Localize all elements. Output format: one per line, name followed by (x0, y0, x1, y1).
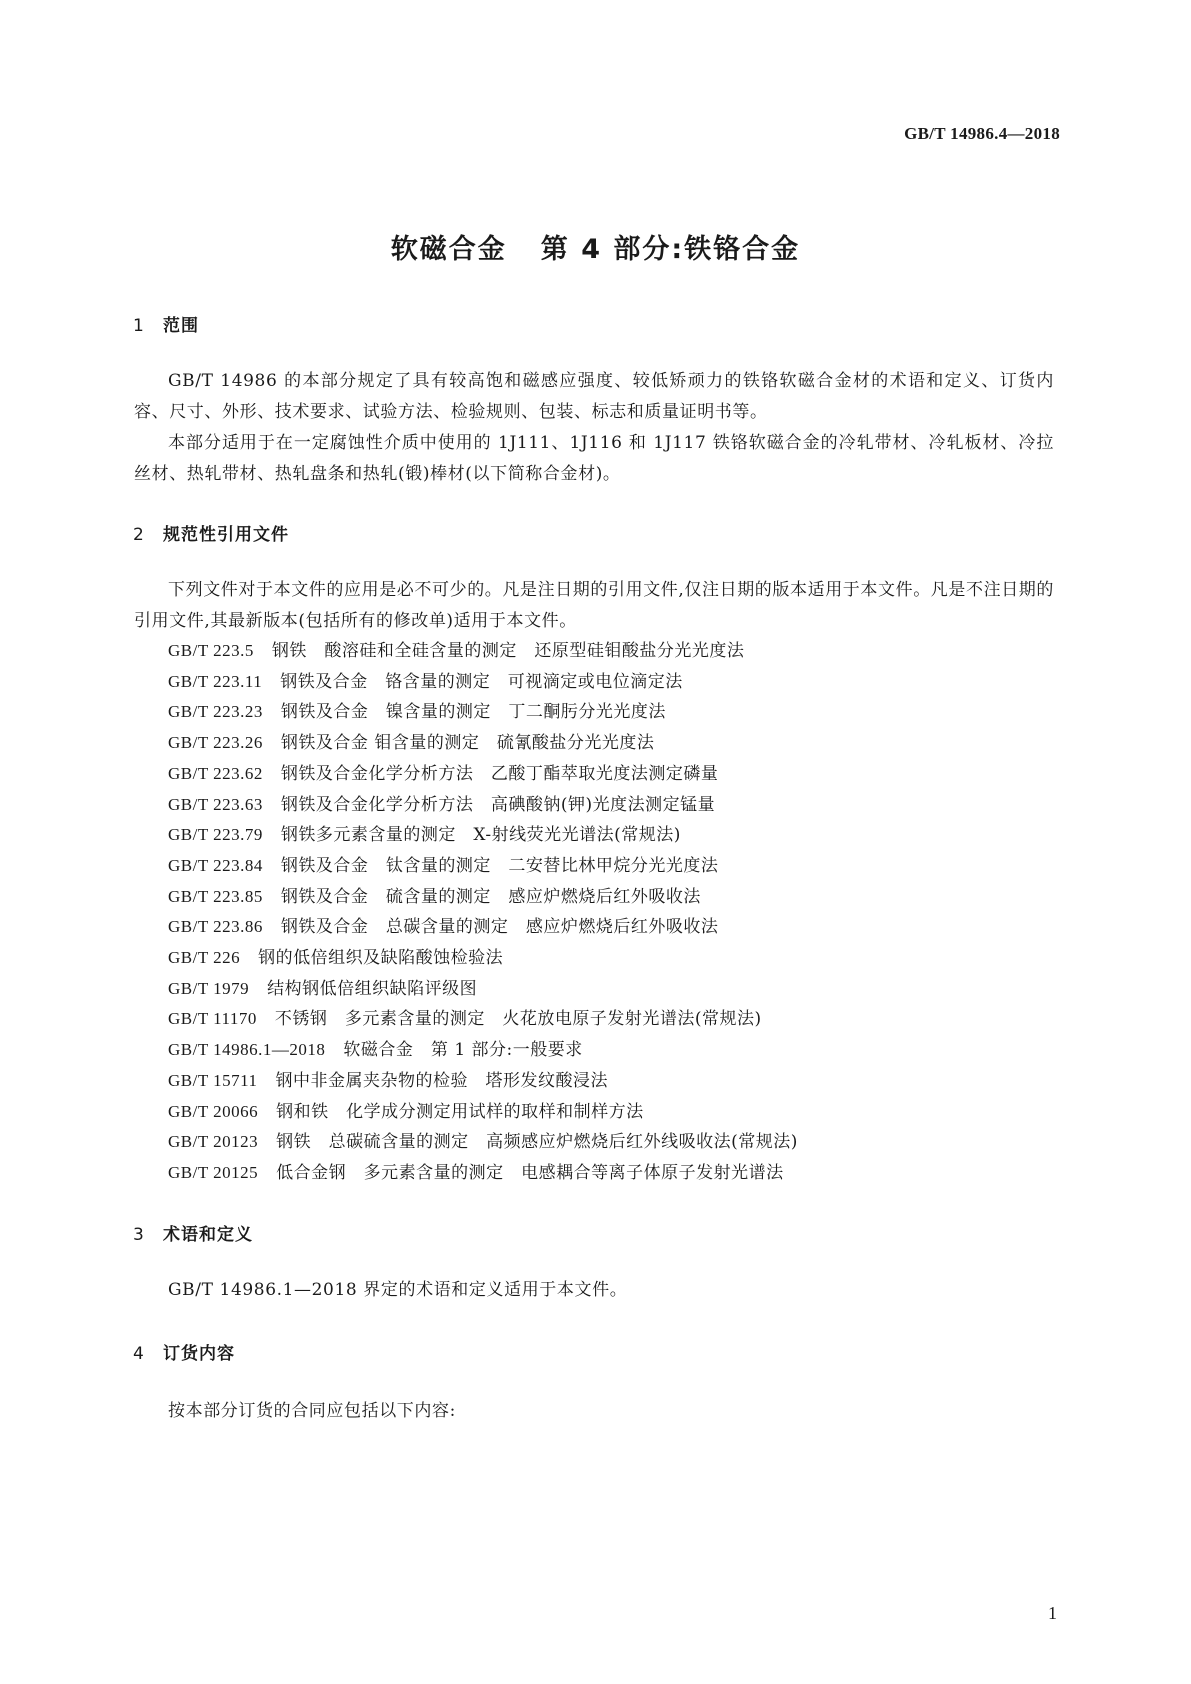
reference-code: GB/T 223.84 (168, 855, 263, 875)
reference-code: GB/T 223.63 (168, 794, 263, 814)
reference-title: 钢和铁 化学成分测定用试样的取样和制样方法 (276, 1101, 644, 1122)
reference-title: 结构钢低倍组织缺陷评级图 (267, 978, 478, 999)
reference-item (168, 790, 798, 821)
reference-title: 钢铁及合金 铬含量的测定 可视滴定或电位滴定法 (280, 671, 683, 692)
reference-item (168, 1127, 798, 1158)
section-number: 2 (133, 525, 145, 545)
reference-code: GB/T 223.23 (168, 702, 263, 722)
reference-code: GB/T 20125 (168, 1162, 259, 1182)
section-4-heading (133, 1339, 235, 1364)
reference-title: 钢铁及合金 总碳含量的测定 感应炉燃烧后红外吸收法 (280, 917, 719, 938)
reference-item (168, 882, 798, 913)
reference-title: 钢铁及合金 硫含量的测定 感应炉燃烧后红外吸收法 (280, 886, 701, 907)
reference-title: 钢铁多元素含量的测定 X-射线荧光光谱法(常规法) (280, 825, 681, 846)
reference-item (168, 728, 798, 759)
scope-paragraph-2: 本部分适用于在一定腐蚀性介质中使用的 1J111、1J116 和 1J117 铁铬软磁合金的冷轧带材、冷轧板材、冷拉丝材、热轧带材、热轧盘条和热轧(锻)棒材(以下简称合金材)。 (134, 433, 1054, 484)
reference-item (168, 1066, 798, 1097)
reference-item (168, 1158, 798, 1189)
section-title: 术语和定义 (163, 1225, 253, 1245)
section-1-heading (133, 311, 199, 336)
section-2-heading (133, 520, 289, 545)
section-3-heading (133, 1220, 253, 1245)
normative-intro: 下列文件对于本文件的应用是必不可少的。凡是注日期的引用文件,仅注日期的版本适用于本文件。凡是不注日期的引用文件,其最新版本(包括所有的修改单)适用于本文件。 (134, 580, 1055, 631)
reference-code: GB/T 223.26 (168, 733, 263, 753)
reference-title: 钢铁及合金 钛含量的测定 二安替比林甲烷分光光度法 (280, 855, 719, 876)
reference-code: GB/T 223.5 (168, 641, 254, 660)
reference-code: GB/T 1979 (168, 978, 250, 998)
reference-code: GB/T 223.86 (168, 917, 263, 937)
reference-code: GB/T 223.79 (168, 825, 263, 845)
reference-title: 钢铁及合金化学分析方法 乙酸丁酯萃取光度法测定磷量 (280, 763, 719, 784)
reference-item (168, 974, 798, 1005)
reference-code: GB/T 14986.1—2018 (168, 1040, 326, 1060)
reference-code: GB/T 223.11 (168, 671, 263, 691)
title-part1: 软磁合金 (390, 234, 507, 265)
reference-title: 钢的低倍组织及缺陷酸蚀检验法 (258, 948, 504, 969)
reference-title: 钢铁 总碳硫含量的测定 高频感应炉燃烧后红外线吸收法(常规法) (276, 1132, 798, 1153)
section-number: 4 (133, 1344, 145, 1364)
reference-code: GB/T 20123 (168, 1132, 259, 1152)
reference-item (168, 697, 798, 728)
reference-item (168, 1035, 798, 1066)
section-title: 范围 (163, 316, 199, 336)
reference-title: 钢铁及合金 钼含量的测定 硫氰酸盐分光光度法 (280, 733, 655, 754)
reference-item (168, 759, 798, 790)
ordering-paragraph: 按本部分订货的合同应包括以下内容: (168, 1401, 456, 1421)
reference-list (168, 636, 798, 1189)
section-title: 订货内容 (163, 1344, 235, 1364)
reference-item (168, 1097, 798, 1128)
reference-code: GB/T 11170 (168, 1009, 257, 1029)
terms-paragraph: GB/T 14986.1—2018 界定的术语和定义适用于本文件。 (168, 1280, 628, 1300)
reference-title: 低合金钢 多元素含量的测定 电感耦合等离子体原子发射光谱法 (276, 1162, 784, 1183)
reference-item (168, 667, 798, 698)
reference-title: 软磁合金 第 1 部分:一般要求 (343, 1040, 583, 1061)
reference-item (168, 636, 798, 667)
reference-code: GB/T 223.62 (168, 763, 263, 783)
page-number: 1 (1048, 1603, 1057, 1623)
section-title: 规范性引用文件 (163, 525, 289, 545)
reference-title: 钢中非金属夹杂物的检验 塔形发纹酸浸法 (275, 1070, 609, 1091)
reference-item (168, 1004, 798, 1035)
reference-item (168, 820, 798, 851)
reference-title: 钢铁及合金 镍含量的测定 丁二酮肟分光光度法 (280, 702, 666, 723)
document-title (0, 227, 1191, 266)
reference-item (168, 912, 798, 943)
reference-code: GB/T 223.85 (168, 886, 263, 906)
reference-title: 钢铁 酸溶硅和全硅含量的测定 还原型硅钼酸盐分光光度法 (271, 641, 745, 661)
reference-title: 不锈钢 多元素含量的测定 火花放电原子发射光谱法(常规法) (274, 1009, 762, 1030)
standard-code: GB/T 14986.4—2018 (904, 124, 1060, 143)
reference-title: 钢铁及合金化学分析方法 高碘酸钠(钾)光度法测定锰量 (280, 794, 716, 815)
scope-paragraph-1: GB/T 14986 的本部分规定了具有较高饱和磁感应强度、较低矫顽力的铁铬软磁合金材的术语和定义、订货内容、尺寸、外形、技术要求、试验方法、检验规则、包装、标志和质量证明书等。 (134, 371, 1054, 422)
reference-item (168, 943, 798, 974)
reference-code: GB/T 226 (168, 948, 241, 968)
reference-code: GB/T 20066 (168, 1101, 259, 1121)
section-number: 3 (133, 1225, 145, 1245)
title-part2: 第 4 部分:铁铬合金 (540, 234, 801, 265)
reference-code: GB/T 15711 (168, 1070, 258, 1090)
reference-item (168, 851, 798, 882)
section-number: 1 (133, 316, 145, 336)
